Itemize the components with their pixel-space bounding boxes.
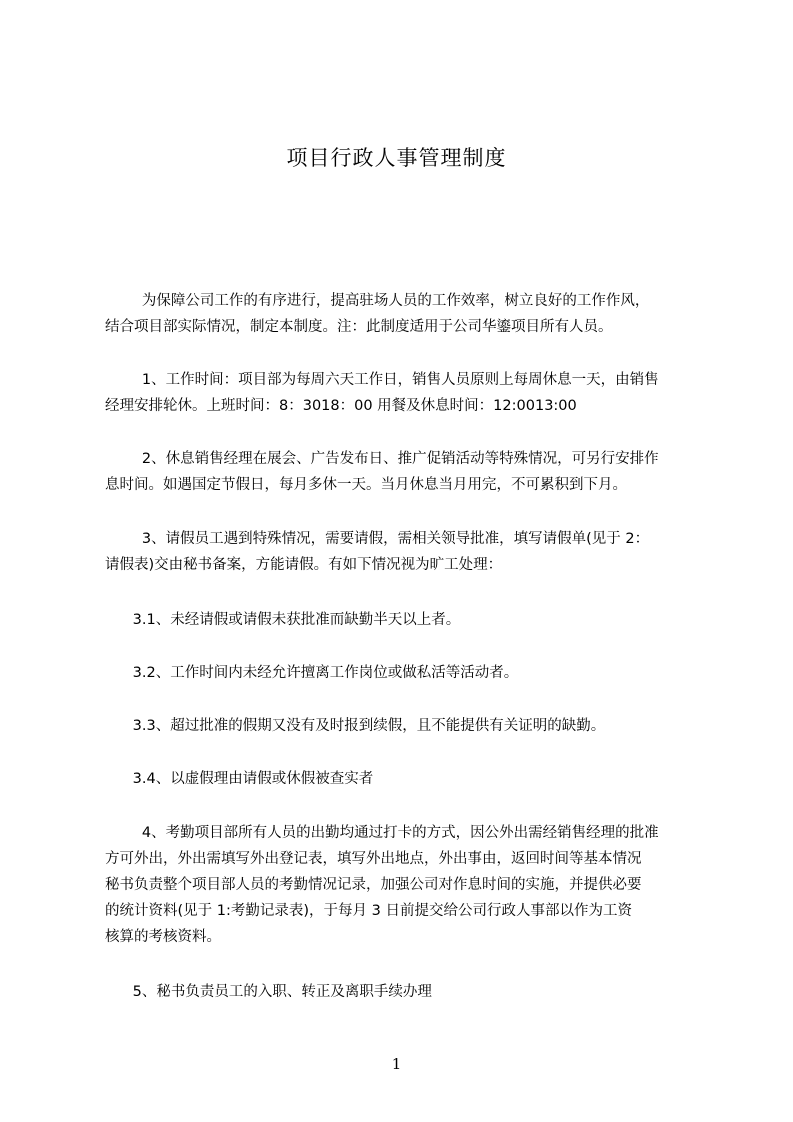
- paragraph-3-1: 3.1、未经请假或请假未获批准而缺勤半天以上者。: [105, 612, 461, 628]
- paragraph-attendance: 4、考勤项目部所有人员的出勤均通过打卡的方式，因公外出需经销售经理的批准 方可外出，外出需填写外出登记表，填写外出地点，外出事由，返回时间等基本情况 秘书负责整个项目部人员的考勤情况记录，加强公司对作息时间的实施，并提供必要 的统计资料(见于 1:考勤记录表)，于每月 3 日前提交给公司行政人事部以作为工资 核算的考核资料。: [105, 825, 659, 945]
- paragraph-work-hours: 1、工作时间：项目部为每周六天工作日，销售人员原则上每周休息一天，由销售 经理安排轮休。上班时间：8：3018：00 用餐及休息时间：12:0013:00: [105, 372, 659, 414]
- paragraph-leave: 3、请假员工遇到特殊情况，需要请假，需相关领导批准，填写请假单(见于 2： 请假表)交由秘书备案，方能请假。有如下情况视为旷工处理：: [105, 531, 650, 573]
- page-number: 1: [391, 1055, 402, 1073]
- paragraph-3-4: 3.4、以虚假理由请假或休假被查实者: [105, 771, 374, 787]
- paragraph-onboarding: 5、秘书负责员工的入职、转正及离职手续办理: [105, 984, 432, 1000]
- paragraph-rest: 2、休息销售经理在展会、广告发布日、推广促销活动等特殊情况，可另行安排作 息时间。如遇国定节假日，每月多休一天。当月休息当月用完，不可累积到下月。: [105, 451, 659, 493]
- intro-paragraph: 为保障公司工作的有序进行，提高驻场人员的工作效率，树立良好的工作作风， 结合项目部实际情况，制定本制度。注：此制度适用于公司华鎏项目所有人员。: [105, 293, 650, 335]
- paragraph-3-2: 3.2、工作时间内未经允许擅离工作岗位或做私活等活动者。: [105, 665, 519, 681]
- document-title: 项目行政人事管理制度: [286, 146, 507, 170]
- paragraph-3-3: 3.3、超过批准的假期又没有及时报到续假，且不能提供有关证明的缺勤。: [105, 718, 606, 734]
